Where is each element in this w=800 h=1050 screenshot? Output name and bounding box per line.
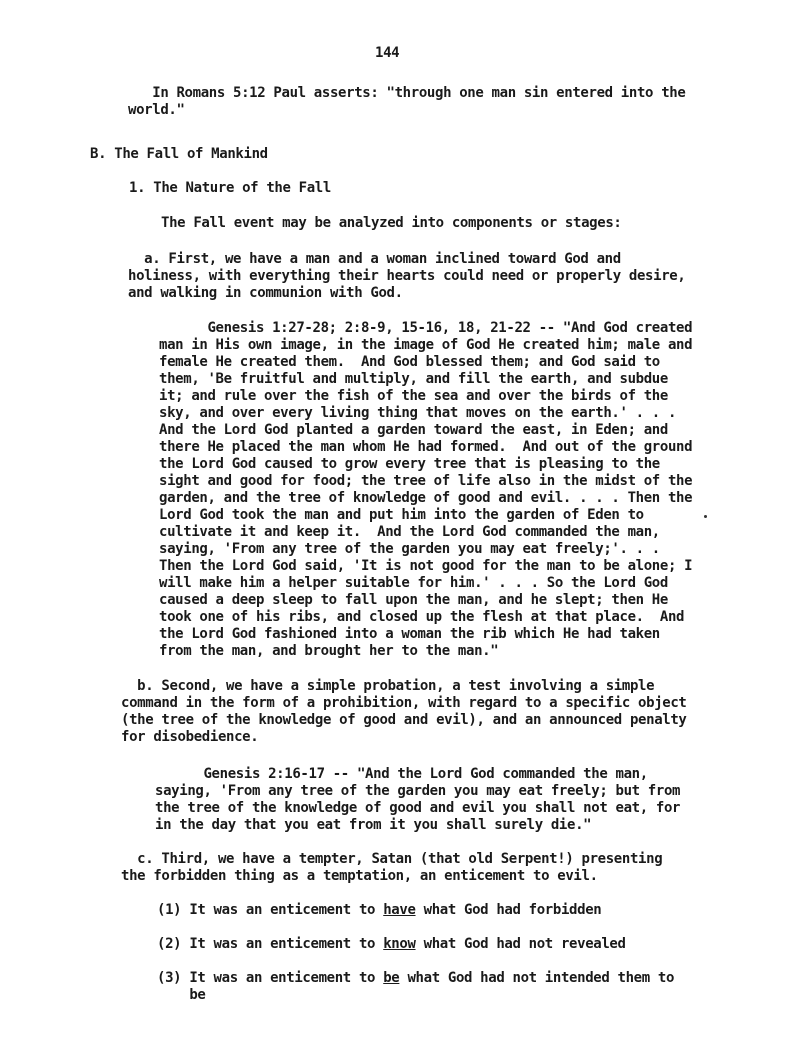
lead-paragraph: The Fall event may be analyzed into components or stages: — [161, 215, 622, 231]
scan-speck — [704, 515, 707, 518]
page-number: 144 — [375, 45, 400, 61]
list-item-prefix: (1) It was an enticement to — [157, 902, 384, 918]
list-item-emphasis: be — [383, 970, 400, 986]
point-b-paragraph: b. Second, we have a simple probation, a test involving a simple command in the form of a prohibition, with regard to a specific object (the tree of the knowledge of good and evil), and an announced penalty for disobedience. — [121, 678, 687, 745]
genesis-quote-2: Genesis 2:16-17 -- "And the Lord God commanded the man, saying, 'From any tree of the garden you may eat freely; but from the tree of the knowledge of good and evil you shall not eat, for in the day that you eat from it you shall surely die." — [155, 766, 681, 833]
list-item-suffix: what God had not intended them to be — [189, 970, 675, 1003]
list-item-emphasis: know — [383, 936, 416, 952]
list-item-emphasis: have — [383, 902, 416, 918]
section-heading: B. The Fall of Mankind — [90, 146, 268, 162]
list-item — [157, 970, 674, 1004]
point-c-paragraph: c. Third, we have a tempter, Satan (that old Serpent!) presenting the forbidden thing as a temptation, an enticement to evil. — [121, 851, 663, 884]
intro-paragraph: In Romans 5:12 Paul asserts: "through one man sin entered into the world." — [128, 85, 686, 118]
list-item-suffix: what God had forbidden — [415, 902, 602, 918]
subsection-heading: 1. The Nature of the Fall — [129, 180, 331, 196]
list-item-prefix: (2) It was an enticement to — [157, 936, 384, 952]
list-item-prefix: (3) It was an enticement to — [157, 970, 384, 986]
list-item — [157, 902, 601, 919]
genesis-quote-1: Genesis 1:27-28; 2:8-9, 15-16, 18, 21-22 -- "And God created man in His own image, in the image of God He created him; male and female He created them. And God blessed them; and God said to them, 'Be fruitful and multiply, and fill the earth, and subdue it; and rule over the fish of the sea and over the birds of the sky, and over every living thing that moves on the earth.' . . . And the Lord God planted a garden toward the east, in Eden; and there He placed the man whom He had formed. And out of the ground the Lord God caused to grow every tree that is pleasing to the sight and good for food; the tree of life also in the midst of the garden, and the tree of knowledge of good and evil. . . . Then the Lord God took the man and put him into the garden of Eden to cultivate it and keep it. And the Lord God commanded the man, saying, 'From any tree of the garden you may eat freely;'. . . Then the Lord God said, 'It is not good for the man to be alone; I will make him a helper suitable for him.' . . . So the Lord God caused a deep sleep to fall upon the man, and he slept; then He took one of his ribs, and closed up the flesh at that place. And the Lord God fashioned into a woman the rib which He had taken from the man, and brought her to the man." — [159, 320, 693, 659]
list-item — [157, 936, 626, 953]
point-a-paragraph: a. First, we have a man and a woman inclined toward God and holiness, with everything their hearts could need or properly desire, and walking in communion with God. — [128, 251, 686, 301]
list-item-suffix: what God had not revealed — [415, 936, 626, 952]
